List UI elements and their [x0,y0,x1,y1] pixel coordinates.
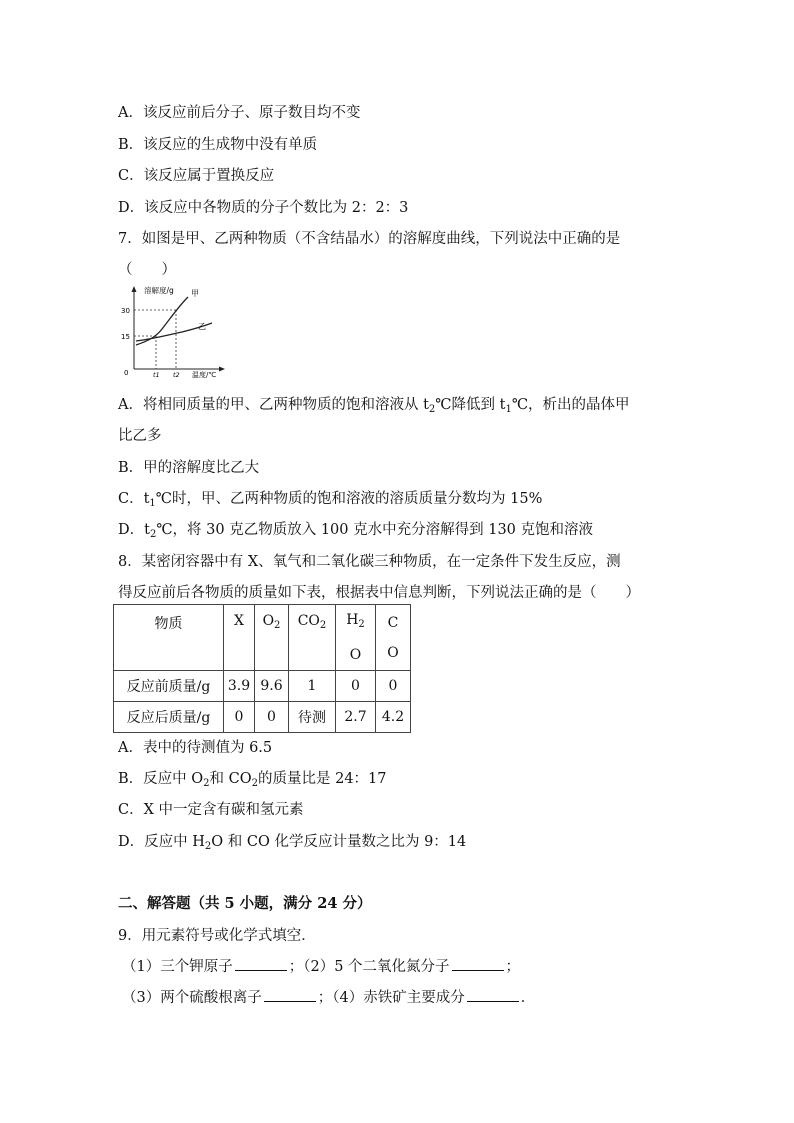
table-header-o2-text: O [262,613,275,629]
q8-option-b-text2: 和 CO [209,771,252,787]
table-cell: 2.7 [336,702,376,733]
table-header-h2o [336,605,376,671]
q8-option-d-text1: D．反应中 H [118,834,205,850]
table-cell: 4.2 [376,702,411,733]
q7-option-c-text1: C．t [118,491,150,507]
q9-part1-label: （1）三个钾原子 [122,959,233,975]
table-cell: 0 [376,671,411,702]
table-cell: 9.6 [255,671,289,702]
graph-series-jia: 甲 [191,289,199,298]
table-cell: 待测 [289,702,336,733]
q7-option-a-text2: ℃降低到 t [435,397,506,413]
q7-paren: （ ） [118,262,176,278]
q8-option-c: C．X 中一定含有碳和氢元素 [118,802,304,818]
q8-stem-line2: 得反应前后各物质的质量如下表，根据表中信息判断，下列说法正确的是（ ） [118,585,640,601]
q7-option-b: B．甲的溶解度比乙大 [118,460,260,476]
q7-option-a-text1: A．将相同质量的甲、乙两种物质的饱和溶液从 t [118,397,429,413]
answer-blank-4[interactable] [467,989,519,1002]
q8-option-b-sub2: 2 [251,778,258,789]
table-cell: 1 [289,671,336,702]
table-header-co-text: C [387,614,399,631]
table-cell: 反应后质量/g [114,702,224,733]
q8-option-b [118,767,387,789]
q7-option-a-line2: 比乙多 [118,428,162,444]
q8-stem-line1: 8．某密闭容器中有 X、氧气和二氧化碳三种物质，在一定条件下发生反应，测 [118,554,621,570]
table-header-o2 [255,605,289,671]
q8-option-b-sub1: 2 [203,778,210,789]
q9-part4-end: ． [520,990,536,1006]
q7-option-a-line1 [118,393,630,415]
q8-option-b-text1: B．反应中 O [118,771,204,787]
graph-ytick-15: 15 [121,333,130,341]
graph-ytick-30: 30 [121,307,130,315]
answer-blank-3[interactable] [264,989,316,1002]
table-header-row [114,605,411,671]
q7-option-a-sub-t2: 2 [428,404,436,415]
table-cell: 0 [255,702,289,733]
answer-blank-2[interactable] [452,958,504,971]
q9-stem: 9．用元素符号或化学式填空． [118,928,316,944]
graph-x-arrow [219,367,225,372]
graph-series-yi: 乙 [198,322,206,331]
q7-option-d [118,518,593,540]
q8-option-d [118,830,466,852]
curve-jia [136,297,188,345]
table-header-co2 [289,605,336,671]
q9-part3-label: （3）两个硫酸根离子 [122,990,262,1006]
graph-xtick-t2: t2 [173,371,180,379]
q7-option-d-sub: 2 [149,529,157,540]
table-row [114,671,411,702]
q7-option-c-text2: ℃时，甲、乙两种物质的饱和溶液的溶质质量分数均为 15% [155,491,543,507]
q7-option-c [118,487,542,509]
table-header-h2o-o: O [349,647,362,663]
table-header-x: X [224,605,255,671]
q8-option-a: A．表中的待测值为 6.5 [118,740,273,756]
mass-table [113,604,411,733]
q6-option-a: A．该反应前后分子、原子数目均不变 [118,105,361,121]
q6-option-c: C．该反应属于置换反应 [118,168,275,184]
table-header-co-o: O [387,644,399,661]
table-header-substance: 物质 [114,605,224,671]
q6-option-d: D．该反应中各物质的分子个数比为 2：2：3 [118,200,409,216]
q8-option-d-sub: 2 [204,841,212,852]
graph-ytick-0: 0 [124,369,129,377]
table-cell: 反应前质量/g [114,671,224,702]
graph-xtick-t1: t1 [153,371,160,379]
q9-line1 [122,955,520,976]
section-title: 二、解答题（共 5 小题，满分 24 分） [118,895,372,912]
table-cell: 0 [336,671,376,702]
q7-stem: 7．如图是甲、乙两种物质（不含结晶水）的溶解度曲线，下列说法中正确的是 [118,231,621,247]
table-header-h2o-text: H [346,612,359,628]
q9-part2-label: ；（2）5 个二氧化氮分子 [288,959,450,975]
table-header-co2-sub: 2 [319,620,327,631]
q9-part2-end: ； [505,959,521,975]
table-cell: 0 [224,702,255,733]
answer-blank-1[interactable] [235,958,287,971]
table-header-co [376,605,411,671]
q7-option-d-text1: D．t [118,522,150,538]
q7-option-a-text3: ℃，析出的晶体甲 [511,397,630,413]
q8-option-b-text3: 的质量比是 24：17 [258,771,387,787]
table-row [114,702,411,733]
q6-option-b: B．该反应的生成物中没有单质 [118,137,318,153]
graph-xlabel: 温度/℃ [192,371,217,379]
q7-option-d-text2: ℃，将 30 克乙物质放入 100 克水中充分溶解得到 130 克饱和溶液 [156,522,594,538]
table-cell: 3.9 [224,671,255,702]
solubility-graph [118,283,228,383]
q9-line2 [122,986,535,1007]
q7-option-c-sub: 1 [149,498,156,509]
graph-ylabel: 溶解度/g [144,286,174,295]
table-header-co2-text: CO [297,613,320,629]
q9-part4-label: ；（4）赤铁矿主要成分 [317,990,465,1006]
graph-y-arrow [132,286,137,292]
q8-option-d-text2: O 和 CO 化学反应计量数之比为 9：14 [211,834,467,850]
q7-option-a-sub-t1: 1 [505,404,512,415]
table-header-h2o-sub: 2 [358,619,365,630]
table-header-o2-sub: 2 [274,620,281,631]
